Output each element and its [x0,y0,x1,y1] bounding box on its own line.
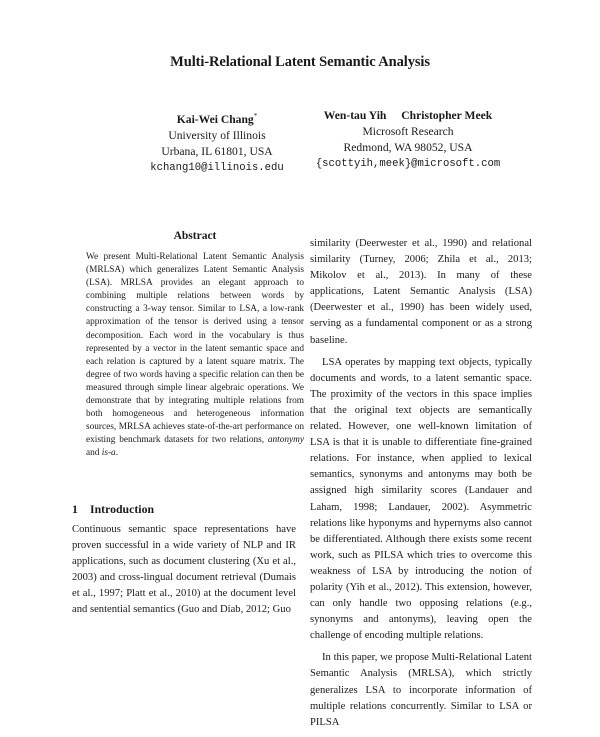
introduction-body [72,522,296,619]
abstract-heading: Abstract [173,230,217,242]
author-name: Kai-Wei Chang [176,112,254,126]
author-email: kchang10@illinois.edu [150,161,284,174]
abstract-text: . [115,448,119,459]
abstract-text: We present Multi-Relational Latent Semantic Analysis (MRLSA) which generalizes Latent Semantic Analysis (LSA). MRLSA provides an elegant approach to combining multiple relations between words by constructing a 3-way tensor. Similar to LSA, a low-rank approximation of the tensor is derived using a tensor decomposition. Each word in the vocabulary is thus represented by a vector in the latent semantic space and each relation is captured by a latent square matrix. The degree of two words having a specific relation can then be measured through simple linear algebraic operations. We demonstrate that by integrating multiple relations from both homogeneous and heterogeneous information sources, MRLSA achieves state-of-the-art performance on existing benchmark datasets for two relations, [86,252,304,446]
author-name: Wen-tau Yih [323,109,387,122]
paragraph: similarity (Deerwester et al., 1990) and relational similarity (Turney, 2006; Zhila et al., 2013; Mikolov et al., 2013). In many of these applications, Latent Semantic Analysis (LSA) (Deerwester et al., 1990) has been widely used, serving as a fundamental component or as a strong baseline. [310,238,532,346]
author-block-right [284,108,532,172]
author-footnote-mark: * [253,112,258,120]
section-title: Introduction [90,502,155,516]
paragraph: In this paper, we propose Multi-Relational Latent Semantic Analysis (MRLSA), which strictly generalizes LSA to incorporate information of multiple relations concurrently. Similar to LSA or PILSA [310,652,532,728]
section-heading-introduction [72,502,312,517]
abstract-emphasis: antonymy [267,435,304,446]
abstract-body [86,251,304,461]
author-name: Christopher Meek [401,109,493,122]
paragraph: Continuous semantic space representations have proven successful in a wide variety of NLP and IR applications, such as document clustering (Xu et al., 2003) and cross-lingual document retrieval (Dumais et al., 1997; Platt et al., 2010) at the document level and sentential semantics (Guo and Diab, 2012; Guo [72,524,296,616]
section-number: 1 [72,502,78,516]
paper-title: Multi-Relational Latent Semantic Analysis [170,54,430,70]
author-affiliation: University of Illinois [168,128,266,142]
paragraph: LSA operates by mapping text objects, typically documents and words, to a latent semantic space. The proximity of the vectors in this space implies that the original text objects are semantically related. However, one well-known limitation of LSA is that it is unable to differentiate fine-grained relations. For instance, when applied to lexical semantics, synonyms and antonyms may both be assigned high similarity scores (Landauer and Laham, 1998; Landauer, 2002). Asymmetric relations like hyponyms and hypernyms also cannot be differentiated. Although there exists some recent work, such as PILSA which tries to overcome this weakness of LSA by introducing the notion of polarity (Yih et al., 2012). This extension, however, can only handle two opposing relations (e.g., synonyms and antonyms), leaving open the challenge of encoding multiple relations. [310,356,532,642]
author-address: Redmond, WA 98052, USA [343,141,473,154]
author-affiliation: Microsoft Research [362,125,454,138]
abstract-text: and [86,448,102,459]
author-address: Urbana, IL 61801, USA [161,144,273,158]
abstract-emphasis: is-a [101,448,116,459]
right-column [310,236,532,737]
author-email: {scottyih,meek}@microsoft.com [315,158,501,170]
